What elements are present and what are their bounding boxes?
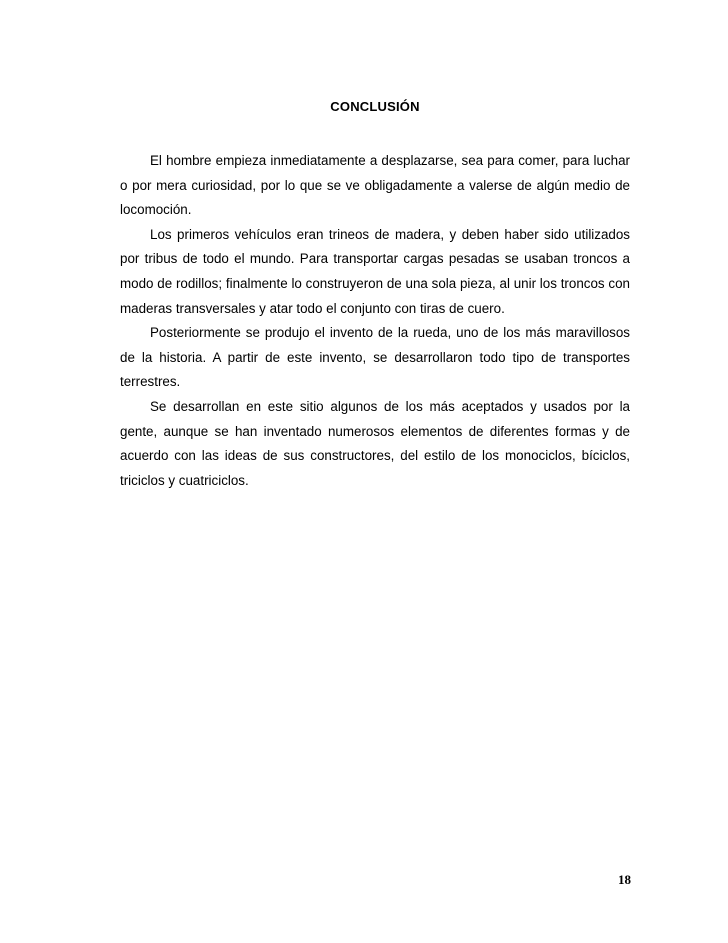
page-title: CONCLUSIÓN (330, 99, 420, 114)
paragraph-first-vehicles: Los primeros vehículos eran trineos de madera, y deben haber sido utilizados por tribus de todo el mundo. Para transportar cargas pesadas se usaban troncos a modo de rodillos; finalmente lo construyeron de una sola pieza, al unir los troncos con maderas transversales y atar todo el conjunto con tiras de cuero. (120, 226, 630, 316)
paragraph-wheel: Posteriormente se produjo el invento de la rueda, uno de los más maravillosos de la historia. A partir de este invento, se desarrollaron todo tipo de transportes terrestres. (120, 325, 630, 390)
page-number: 18 (618, 872, 631, 887)
paragraph-intro: El hombre empieza inmediatamente a desplazarse, sea para comer, para luchar o por mera curiosidad, por lo que se ve obligadamente a valerse de algún medio de locomoción. (120, 153, 630, 218)
paragraph-types: Se desarrollan en este sitio algunos de los más aceptados y usados por la gente, aunque se han inventado numerosos elementos de diferentes formas y de acuerdo con las ideas de sus constructores, del estilo de los monociclos, bíciclos, triciclos y cuatriciclos. (120, 398, 630, 488)
body-text (120, 149, 630, 493)
